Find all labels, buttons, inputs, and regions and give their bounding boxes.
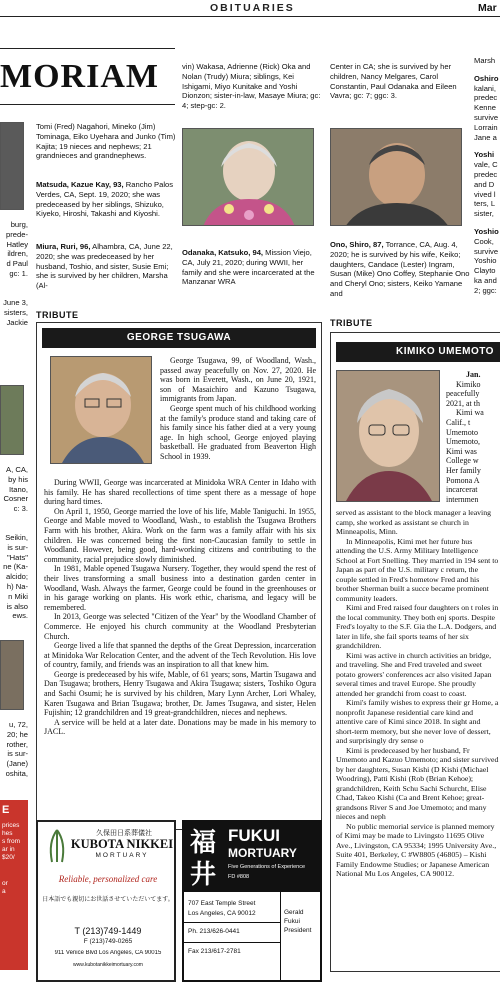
photo-ono [330,128,462,226]
tribute-label: TRIBUTE [36,310,79,320]
fukui-name-2: MORTUARY [228,846,297,860]
memoriam-banner: MORIAM [0,58,159,95]
fukui-vertical-rule [280,892,281,980]
left-photo-1 [0,122,24,210]
kubota-logo [44,828,70,864]
photo-umemoto [336,370,440,502]
section-header-right: Mar [478,2,497,14]
tribute2-name-bar: KIMIKO UMEMOTO [336,342,500,362]
fukui-name-1: FUKUI [228,826,280,845]
tribute-name-bar: GEORGE TSUGAWA [42,328,316,348]
fukui-fd: FD #808 [228,874,250,880]
kubota-name: KUBOTA NIKKEI [70,837,174,851]
kubota-address: 911 Venice Blvd Los Angeles, CA 90015 [54,950,162,956]
kubota-ad[interactable] [36,820,176,982]
tribute2-label: TRIBUTE [330,318,373,328]
photo-tsugawa [50,356,152,464]
fukui-kanji-2: 井 [190,860,217,889]
photo-odanaka [182,128,314,226]
fukui-logo-block [184,822,320,892]
left-fragments-4: Seikin, is sur- "Hats" ne (Ka- alcido; h) Na- n Miki is also ews. [3,533,28,621]
fukui-person: Gerald Fukui President [284,909,312,934]
kubota-fax: F (213)749-0265 [83,938,133,945]
tribute-body-cont: During WWII, George was incarcerated at Minidoka WRA Center in Idaho with his family. He has shared recollections of time spent there as a message of hope during hard times. On April 1, 1950, George married the love of his life, Mable Taniguchi. In 1955, George and Mable moved to Woodland, Wash., to establish the Tsugawa Brothers Farm with his brother, Akira. Work on the farm was a family affair with his six children. He was concerned being the first non-Caucasian family to settle in Woodland. However, being good, hard-working citizens and contributing to the community, racial prejudice slowly diminished. In 1981, Mable opened Tsugawa Nursery. Together, they would spend the rest of their lives transforming a small business into a destination garden center in Woodland, Wash. Always the farmer, George could be found in the greenhouses or in his garage working on plants. His work ethic, charisma, and legacy will be remembered. In 2013, George was selected "Citizen of the Year" by the Woodland Chamber of Commerce. He enjoyed his church community at the Woodland Presbyterian Church. George lived a life that spanned the depths of the Great Depression, incarceration at Minidoka War Relocation Center, and the advent of the Tech Revolution. His love of country, family, and friends was an inspiration to all that knew him. George is predeceased by his wife, Mable, of 61 years; sons, Martin Tsugawa and Dan Tsugawa; brothers, Henry Tsugawa and Akira Tsugawa; sisters, Toshiko Ogura and Sachi Osumi; he is survived by his children, Mary Lynn Archer, Lori Whaley, Karen Tsugawa and Brian Tsugawa; brother, Dr. James Tsugawa, and sister, Helen Fujishin; 12 grandchildren and 19 great-grandchildren, nieces and nephews. A service will be held at a later date. Donations may be made in his memory to JACL. [44,478,316,737]
kubota-jp-line: 日本語でも親切にお世話させていただいてます。 [42,897,174,903]
fukui-tagline: Five Generations of Experience [228,864,306,870]
header-rule [0,16,500,17]
kubota-sub: MORTUARY [95,852,149,859]
left-fragments-5: u, 72, 20; he rother, is sur- (Jane) oshita, [5,720,28,778]
obit-miura-name: Miura, Ruri, 96, [36,242,91,251]
fukui-phone: Ph. 213/626-0441 [188,928,240,935]
obit-matsuda: Matsuda, Kazue Kay, 93, Rancho Palos Verdes, CA, Sept. 19, 2020; she was predeceased by her siblings, Shizuko, Kiyeko, Hiroshi, Takashi and Kiyoshi. [36,180,174,219]
tribute-body: George Tsugawa, 99, of Woodland, Wash., passed away peacefully on Nov. 27, 2020. He was born in Everett, Wash., on June 20, 1921, son of Masaichiro and Kazuno Tsugawa, immigrants from Japan. George spent much of his childhood working at the family's produce stand and taking care of his family since his father died at a very young age. In high school, George enjoyed playing basketball. He graduated from Beaverton High School in 1939. [160,356,316,461]
col3-intro: vin) Wakasa, Adrienne (Rick) Oka and Nolan (Trudy) Miura; siblings, Kei Ishigami, Miyo Kunitake and Yoshi Dionzon; sister-in-law, Masaye Miura; gc: 4; step-gc: 2. [182,62,321,111]
kubota-phone: T (213)749-1449 [74,926,142,936]
kubota-web[interactable]: www.kubotanikkeimortuary.com [73,962,143,968]
left-photo-3 [0,640,24,710]
fukui-address-1: 707 East Temple Street [188,900,256,907]
fukui-address-2: Los Angeles, CA 90012 [188,910,256,917]
left-fragments-3: A, CA, by his Itano, Cosner c: 3. [3,465,28,514]
tribute2-body: served as assistant to the block manager a leaving camp, she worked as assistant se church in Minneapolis, Minn. In Minneapolis, Kimi met her future hus attending the U.S. Army Military Intelligence School at Fort Snelling. They married in 194 sent to Japan as part of the U.S. military c return, the couple settled in Fred's hometow Fred and his brother Sherman built a succe became prominent community leaders. Kimi and Fred raised four daughters on t roles in the local community. They both enj sports. Despite Fred's loyalty to the S.F. Gia the L.A. Dodgers, and later in life, she fail sports teams of her six grandchildren. Kimi was active in church activities an bridge, and traveling. She and Fred traveled and sweet potato growers' conferences acr also visited Japan several times and travel Europe. She proudly attended her grandchi from coast to coast. Kimi's family wishes to express their gr Home, a nonprofit Japanese residential care kind and attentive care of Kimi since 2018. In sight and short-term memory, but she never love of dessert, and surprisingly dry sense o Kimi is predeceased by her husband, Fr Umemoto and Kazuo Umemoto; and sister survived by her daughters, Susan Kishi (D Kishi (Michael Woodring), Patti Kishi (Rob (Brian Kehoe); grandchildren, Keith Schu Sachi Schurcht, Elise Chad, Takeo Kishi (Ca and Brent Kehoe; great-grandsons River S and Joe Umemoto; and many nieces and neph No public memorial service is planned memory of Kimi may be made to Livingsto 11695 Olive Ave., Livingston, CA 95334; 1995 University Ave., Suite 401, Berkeley, C #W8805 (46805) – Kishi Family Endowme Studies; or Japanese American National Mu Los Angeles, CA 90012. [336,508,499,878]
right-fragments: Marsh Oshiro kalani, predec Kenne survive Lorrain Jane a Yoshi vale, C predec and D vived l ters, L sister, Yoshio Cook, survive Yoshio Clayto ka and 2; ggc: [474,56,499,295]
banner-rule-top [0,48,175,49]
left-photo-2 [0,385,24,455]
tribute2-side-text: Jan. Kimiko peacefully 2021, at th Kimi wa Calif., t Umemoto Umemoto, Kimi was College w Her family Pomona A incarcerat internmen [446,370,484,504]
obit-odanaka: Odanaka, Katsuko, 94, Mission Viejo, CA, July 21, 2020; during WWII, her family and she were incarcerated at the Manzanar WRA [182,248,315,287]
fukui-ad[interactable] [182,820,322,982]
obit-ono-name: Ono, Shiro, 87, [330,240,384,249]
fukui-divider-2 [184,942,280,943]
obit-ono: Ono, Shiro, 87, Torrance, CA, Aug. 4, 2020; he is survived by his wife, Keiko; daughters, Candace (Lester) Ingram, Susan (Mike) Ono Coffey, Stephanie Ono and Cheryl Ono; sisters, Keiko Yamane and [330,240,470,298]
section-header: OBITUARIES [210,2,295,14]
left-ad-fragment: E prices hes s from ar in $20/ or a [0,800,28,970]
fukui-divider-1 [184,922,280,923]
kubota-jp-title: 久保田日系葬儀社 [96,829,152,837]
col4-intro: Center in CA; she is survived by her children, Nancy Melgares, Carol Constantin, Paul Odanaka and Eileen Vavra; gc: 7; ggc: 3. [330,62,457,101]
obit-matsuda-name: Matsuda, Kazue Kay, 93, [36,180,124,189]
left-fragments-1: burg, prede- Hatley ildren, d Paul gc: 1. [6,220,28,278]
left-fragments-2: June 3, sisters, Jackie [3,298,28,327]
col2-intro: Tomi (Fred) Nagahori, Mineko (Jim) Tominaga, Eiko Uyehara and Junko (Tim) Kajita; 19 nieces and nephews; 21 grandnieces and grandnephews. [36,122,176,161]
fukui-fax: Fax 213/617-2781 [188,948,241,955]
obit-odanaka-name: Odanaka, Katsuko, 94, [182,248,264,257]
banner-rule-bottom [0,104,175,105]
fukui-kanji-1: 福 [190,828,217,857]
kubota-tagline: Reliable, personalized care [58,874,158,884]
obit-miura: Miura, Ruri, 96, Alhambra, CA, June 22, 2020; she was predeceased by her husband, Toshio, and sister, Susie Emi; she is survived by her children, Marsha (Al- [36,242,173,291]
